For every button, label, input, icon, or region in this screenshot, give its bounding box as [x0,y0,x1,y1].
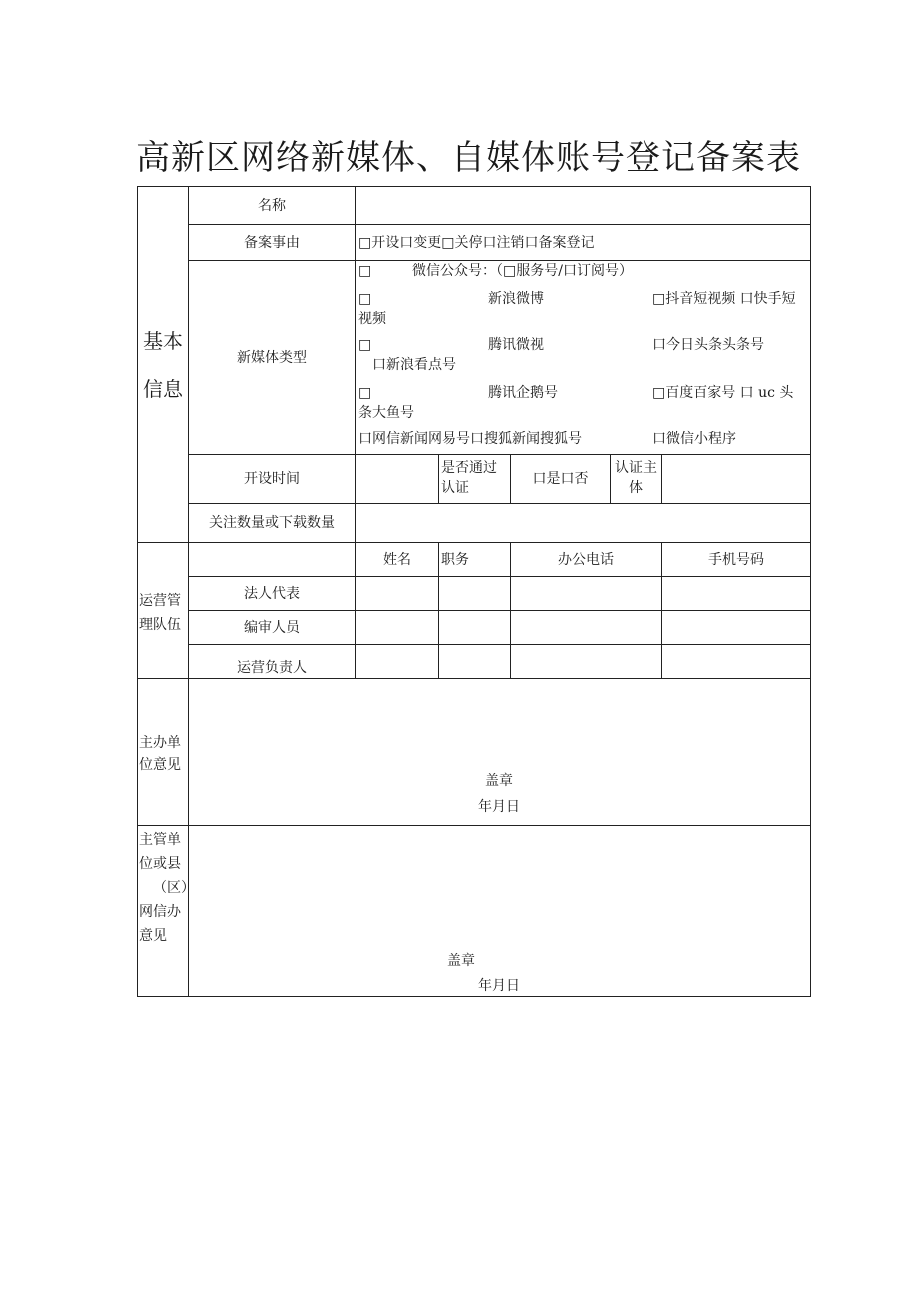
checkbox-weibo[interactable]: □ [358,291,372,307]
team-label-line2: 理队伍 [139,617,181,633]
supervisor-opinion-cell[interactable] [189,826,811,997]
basic-info-section-label [138,187,189,543]
reason-options-cell[interactable] [356,225,811,261]
supervisor-seal-text: 盖章 [447,953,475,969]
team-header-mobile: 手机号码 [662,543,811,577]
cert-subject-line1: 认证主 [615,460,657,476]
registration-form-table [137,186,811,997]
legal-rep-title-cell[interactable] [439,577,511,611]
checkbox-wechat[interactable]: □ [358,263,372,279]
team-row-legal-rep: 法人代表 [189,577,356,611]
operations-lead-label: 运营负责人 [237,660,307,676]
followers-label: 关注数量或下载数量 [189,504,356,543]
media-type-options-cell[interactable] [356,261,811,455]
ops-lead-office-phone-cell[interactable] [511,645,662,679]
supervisor-label-line5: 意见 [139,928,167,944]
editor-name-cell[interactable] [356,611,439,645]
supervisor-opinion-label [138,826,195,997]
legal-rep-mobile-cell[interactable] [662,577,811,611]
ops-lead-title-cell[interactable] [439,645,511,679]
team-row-operations-lead [189,645,356,679]
sponsor-label-line2: 位意见 [139,757,181,773]
team-header-blank [189,543,356,577]
checkbox-qie[interactable]: □ [358,385,372,401]
option-weishi: 腾讯微视 [488,337,544,353]
basic-info-label-line1: 基本 [143,328,183,353]
option-baijia-uc-cont: 条大鱼号 [358,405,414,421]
option-toutiao: 口今日头条头条号 [652,337,764,353]
followers-value-cell[interactable] [356,504,811,543]
media-type-label: 新媒体类型 [189,261,356,455]
sponsor-opinion-label [138,679,189,826]
option-wechat-official: 微信公众号：（□服务号/口订阅号） [412,263,633,279]
option-wechat-miniprogram: 口微信小程序 [652,431,736,447]
sponsor-seal-text: 盖章 [485,773,513,789]
sponsor-opinion-cell[interactable] [189,679,811,826]
team-header-office-phone: 办公电话 [511,543,662,577]
editor-office-phone-cell[interactable] [511,611,662,645]
supervisor-label-line4: 网信办 [139,904,181,920]
legal-rep-office-phone-cell[interactable] [511,577,662,611]
verified-question-line1: 是否通过 [441,460,497,476]
checkbox-weishi[interactable]: □ [358,337,372,353]
basic-info-label-line2: 信息 [143,376,183,401]
cert-subject-value-cell[interactable] [662,455,811,504]
sponsor-date-text: 年月日 [478,799,520,815]
supervisor-label-line2: 位或县 [139,856,181,872]
supervisor-label-line1: 主管单 [139,832,181,848]
name-label: 名称 [189,187,356,225]
reason-label: 备案事由 [189,225,356,261]
legal-rep-name-cell[interactable] [356,577,439,611]
name-value-cell[interactable] [356,187,811,225]
sponsor-label-line1: 主办单 [139,735,181,751]
option-douyin-kuaishou-cont: 视频 [358,311,386,327]
verified-question-line2: 认证 [441,480,469,496]
open-time-value-cell[interactable] [356,455,439,504]
team-section-label [138,543,189,679]
option-netease-sohu: 口网信新闻网易号口搜狐新闻搜狐号 [358,431,582,447]
option-qie: 腾讯企鹅号 [488,385,558,401]
editor-mobile-cell[interactable] [662,611,811,645]
cert-subject-label-cell [611,455,662,504]
ops-lead-mobile-cell[interactable] [662,645,811,679]
option-sina-kandian: 口新浪看点号 [372,357,456,373]
editor-title-cell[interactable] [439,611,511,645]
reason-options: □开设口变更□关停口注销口备案登记 [358,234,595,251]
open-time-label: 开设时间 [189,455,356,504]
option-douyin-kuaishou: □抖音短视频 口快手短 [652,291,796,307]
team-label-line1: 运营管 [139,593,181,609]
supervisor-date-text: 年月日 [478,978,520,994]
cert-subject-line2: 体 [629,480,643,496]
team-row-editor: 编审人员 [189,611,356,645]
option-baijia-uc: □百度百家号 口 uc 头 [652,385,794,401]
option-weibo: 新浪微博 [488,291,544,307]
team-header-name: 姓名 [356,543,439,577]
verified-question-cell [439,455,511,504]
page-title: 高新区网络新媒体、自媒体账号登记备案表 [136,138,801,178]
team-header-title: 职务 [439,543,511,577]
supervisor-label-line3: （区） [153,880,195,896]
ops-lead-name-cell[interactable] [356,645,439,679]
verified-options[interactable]: 口是口否 [511,455,611,504]
